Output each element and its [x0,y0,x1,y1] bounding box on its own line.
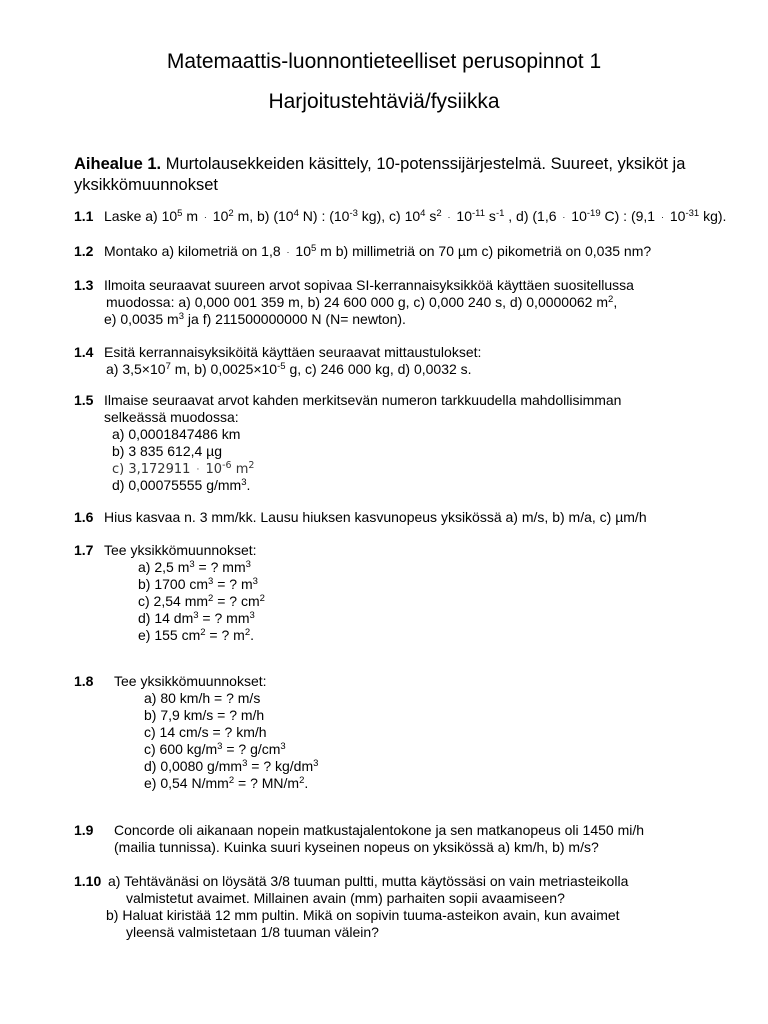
section-heading [74,154,724,196]
exercise-1-4: 1.4 Esitä kerrannaisyksiköitä käyttäen seuraavat mittaustulokset: a) $3,5\times 10^7$ m, b) $0,0025\times 10^{-5}$ g, c) 246 000 kg, d) 0,0032 s. [74,344,482,377]
exercise-number: 1.2 [74,243,94,259]
exercise-number: 1.8 [74,673,94,689]
section-text: Murtolausekkeiden käsittely, 10-potenssijärjestelmä. Suureet, yksiköt ja yksikkömuunnokset [74,155,686,194]
exercise-1-7: 1.7 Tee yksikkömuunnokset: a) 2,5 $m^3$ = ? $mm^3$ b) 1700 $cm^3$ = ? $m^3$ c) 2,54 $mm^2$ = ? $cm^2$ d) 14 $dm^3$ = ? $mm^3$ e) 155 $cm^2$ = ? $m^2$. [74,542,265,643]
exercise-1-3: 1.3 Ilmoita seuraavat suureen arvot sopivaa SI-kerrannaisyksikköä käyttäen suositellussa muodossa: a) 0,000 001 359 m, b) 24 600 000 g, c) 0,000 240 s, d) 0,0000062 $m^2$, e) 0,0035 $m^3$ ja f) 211500000000 N (N= newton). [74,277,634,327]
exercise-text: b) Haluat kiristää 12 mm pultin. Mikä on sopivin tuuma-asteikon avain, kun avaimet [106,907,620,923]
exercise-number: 1.4 [74,344,94,360]
exercise-text: Concorde oli aikanaan nopein matkustajalentokone ja sen matkanopeus oli 1450 mi/h [114,822,645,838]
exercise-text: Hius kasvaa n. 3 mm/kk. Lausu hiuksen kasvunopeus yksikössä a) m/s, b) m/a, c) µm/h [104,509,647,525]
exercise-1-2: 1.2 Montako a) kilometriä on $1,8 \cdot 10^5$ m b) millimetriä on 70 µm c) pikometriä on 0,035 nm? [74,243,652,259]
exercise-item: a) 0,0001847486 km [112,426,241,442]
exercise-number: 1.5 [74,392,94,408]
exercise-1-10 [74,873,754,941]
course-title: Matemaattis-luonnontieteelliset perusopinnot 1 [166,50,602,73]
exercise-text: yleensä valmistetaan 1/8 tuuman välein? [126,924,379,940]
exercise-text: Tee yksikkömuunnokset: [114,673,267,689]
section-label: Aihealue 1. [74,155,162,173]
exercise-text: (mailia tunnissa). Kuinka suuri kyseinen nopeus on yksikössä a) km/h, b) m/s? [114,839,599,855]
exercise-number: 1.6 [74,509,94,525]
exercise-1-8: 1.8 Tee yksikkömuunnokset: a) 80 km/h = ? m/s b) 7,9 km/s = ? m/h c) 14 cm/s = ? km/h c) 600 $kg/m^3$ = ? $g/cm^3$ d) 0,0080 $g/mm^3$ = ? $kg/dm^3$ e) 0,54 $N/mm^2$ = ? $MN/m^2$. [74,673,319,791]
exercise-text: Tee yksikkömuunnokset: [104,542,257,558]
exercise-text: e) 0,0035 m [104,311,179,327]
exercise-text: selkeässä muodossa: [104,409,239,425]
exercise-item: b) 7,9 km/s = ? m/h [144,707,265,723]
exercise-1-6 [74,509,754,526]
exercise-number: 1.7 [74,542,94,558]
exercise-text: Ilmoita seuraavat suureen arvot sopivaa SI-kerrannaisyksikköä käyttäen suositellussa [104,277,634,293]
exercise-text: Ilmaise seuraavat arvot kahden merkitsevän numeron tarkkuudella mahdollisimman [104,392,622,408]
exercise-text: valmistetut avaimet. Millainen avain (mm) parhaiten sopii avaamiseen? [126,890,565,906]
exercise-number: 1.1 [74,208,94,224]
exercise-number: 1.9 [74,822,94,838]
exercise-text: Esitä kerrannaisyksiköitä käyttäen seuraavat mittaustulokset: [104,344,482,360]
exercise-1-9 [74,822,754,856]
exercise-number: 1.10 [74,873,102,889]
exercise-1-5: 1.5 Ilmaise seuraavat arvot kahden merkitsevän numeron tarkkuudella mahdollisimman selkeässä muodossa: a) 0,0001847486 km b) 3 835 612,4 µg c) $3,172911 \cdot 10^{-6}$ $m^2$ d) 0,00075555 $g/mm^3$. [74,392,622,493]
exercise-item: c) 14 cm/s = ? km/h [144,724,267,740]
exercise-item: b) 3 835 612,4 µg [112,443,223,459]
document-title: Harjoitustehtäviä/fysiikka [268,90,500,113]
exercise-number: 1.3 [74,277,94,293]
exercise-text: a) Tehtävänäsi on löysätä 3/8 tuuman pultti, mutta käytössäsi on vain metriasteikolla [108,873,629,889]
exercise-item: a) 80 km/h = ? m/s [144,690,261,706]
exercise-1-1: 1.1 Laske a) $10^5$ $m \cdot 10^2$ m, b) ($10^4$ N) : ($10^{-3}$ kg), c) $10^4$ $s^2 \cdot 10^{-11}$ $s^{-1}$ , d) ($1,6 \cdot 10^{-19}$ C) : ($9,1 \cdot 10^{-31}$ kg). [74,208,727,224]
